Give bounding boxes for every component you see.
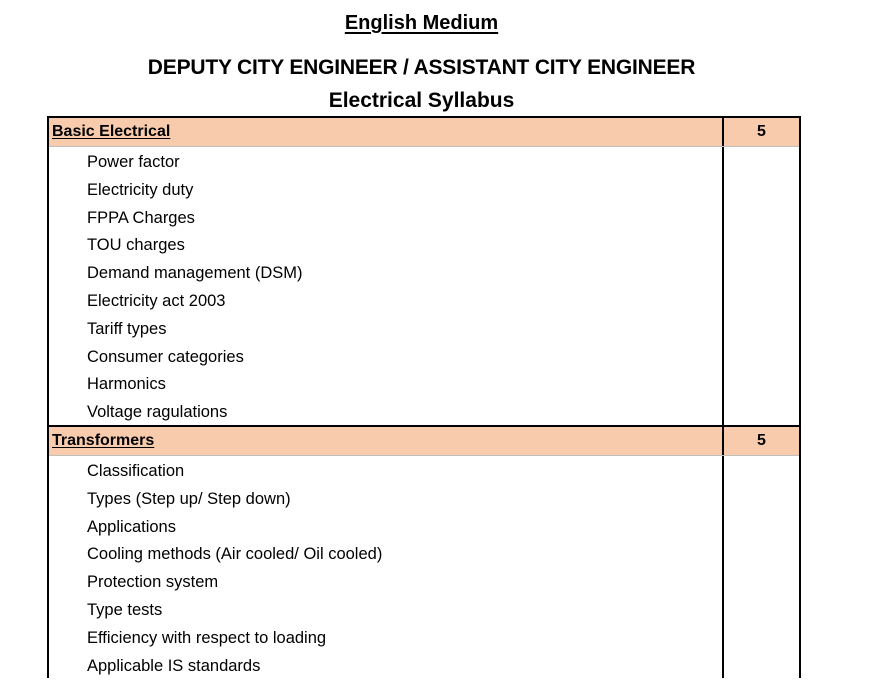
topic-row — [49, 567, 799, 595]
section-header — [49, 425, 799, 456]
topic-marks-cell — [724, 539, 799, 567]
topic-marks-cell — [724, 484, 799, 512]
syllabus-table — [47, 116, 801, 678]
topic-row — [49, 286, 799, 314]
topic-name: Classification — [49, 456, 724, 484]
topic-name: Protection system — [49, 567, 724, 595]
topic-row — [49, 539, 799, 567]
medium-label: English Medium — [344, 12, 499, 34]
topic-marks-cell — [724, 175, 799, 203]
topic-name: Types (Step up/ Step down) — [49, 484, 724, 512]
topic-name: FPPA Charges — [49, 203, 724, 231]
topic-name: Efficiency with respect to loading — [49, 623, 724, 651]
topic-row — [49, 342, 799, 370]
topic-marks-cell — [724, 397, 799, 425]
topic-row — [49, 512, 799, 540]
topic-row — [49, 230, 799, 258]
topic-marks-cell — [724, 456, 799, 484]
topic-name: Tariff types — [49, 314, 724, 342]
topic-row — [49, 314, 799, 342]
topic-marks-cell — [724, 369, 799, 397]
topic-marks-cell — [724, 512, 799, 540]
document-title: DEPUTY CITY ENGINEER / ASSISTANT CITY ENGINEER — [147, 56, 696, 79]
topic-name: Cooling methods (Air cooled/ Oil cooled) — [49, 539, 724, 567]
section-name: Basic Electrical — [49, 118, 724, 146]
topic-name: Electricity duty — [49, 175, 724, 203]
topic-marks-cell — [724, 623, 799, 651]
section-transformers — [49, 425, 799, 678]
topic-name: Harmonics — [49, 369, 724, 397]
topic-row — [49, 369, 799, 397]
topic-marks-cell — [724, 230, 799, 258]
topic-name: Power factor — [49, 147, 724, 175]
topic-row — [49, 484, 799, 512]
topic-row — [49, 258, 799, 286]
topic-row — [49, 456, 799, 484]
topic-list — [49, 456, 799, 678]
topic-name: TOU charges — [49, 230, 724, 258]
topic-name: Electricity act 2003 — [49, 286, 724, 314]
topic-marks-cell — [724, 258, 799, 286]
topic-row — [49, 397, 799, 425]
topic-row — [49, 203, 799, 231]
section-name: Transformers — [49, 427, 724, 455]
topic-marks-cell — [724, 147, 799, 175]
topic-name: Demand management (DSM) — [49, 258, 724, 286]
topic-name: Applicable IS standards — [49, 651, 724, 679]
topic-marks-cell — [724, 342, 799, 370]
topic-marks-cell — [724, 595, 799, 623]
topic-row — [49, 595, 799, 623]
topic-row — [49, 147, 799, 175]
topic-row — [49, 651, 799, 679]
topic-name: Voltage ragulations — [49, 397, 724, 425]
topic-marks-cell — [724, 314, 799, 342]
topic-row — [49, 623, 799, 651]
topic-marks-cell — [724, 651, 799, 679]
section-marks: 5 — [757, 431, 766, 449]
topic-marks-cell — [724, 286, 799, 314]
document-subtitle: Electrical Syllabus — [328, 89, 515, 112]
topic-name: Applications — [49, 512, 724, 540]
topic-marks-cell — [724, 203, 799, 231]
section-basic-electrical — [49, 118, 799, 425]
section-header — [49, 118, 799, 147]
topic-list — [49, 147, 799, 425]
topic-name: Type tests — [49, 595, 724, 623]
medium-heading — [0, 12, 843, 35]
section-marks: 5 — [757, 123, 766, 140]
topic-name: Consumer categories — [49, 342, 724, 370]
topic-row — [49, 175, 799, 203]
topic-marks-cell — [724, 567, 799, 595]
